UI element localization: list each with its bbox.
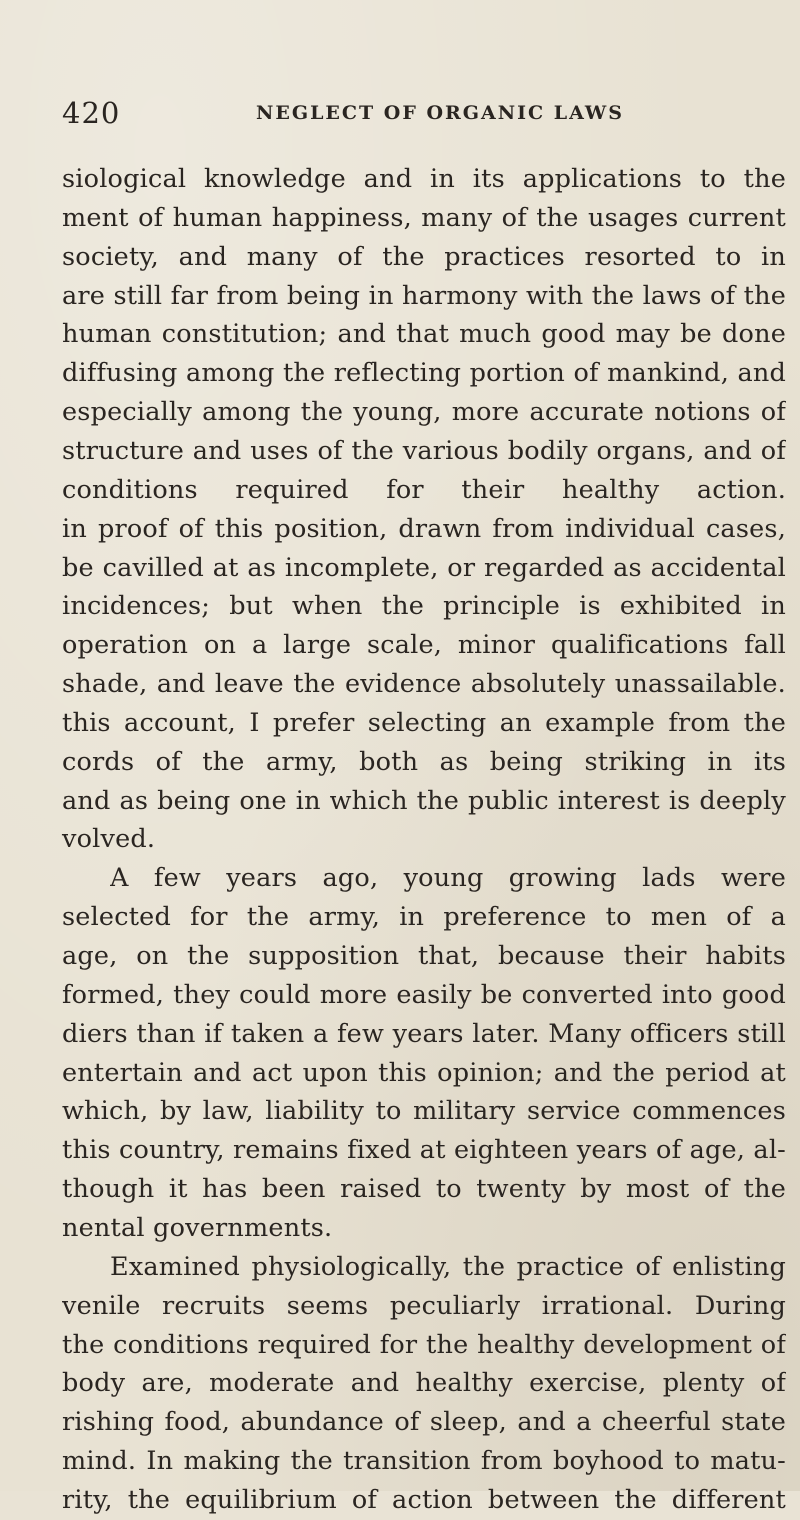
text-line: venile recruits seems peculiarly irrational. During bbox=[62, 1290, 786, 1321]
text-line: the conditions required for the healthy development of bbox=[62, 1329, 786, 1360]
text-line: shade, and leave the evidence absolutely unassailable. bbox=[62, 669, 786, 700]
text-line: which, by law, liability to military service commences bbox=[62, 1096, 786, 1127]
text-line: ment of human happiness, many of the usages current bbox=[62, 202, 786, 233]
text-line: A few years ago, young growing lads were bbox=[110, 863, 786, 894]
text-line: rity, the equilibrium of action between the different bbox=[62, 1484, 786, 1515]
text-line: volved. bbox=[62, 824, 156, 855]
text-line: selected for the army, in preference to men of a bbox=[62, 902, 786, 933]
text-line: though it has been raised to twenty by most of the bbox=[62, 1174, 786, 1205]
text-line: this country, remains fixed at eighteen years of age, al- bbox=[62, 1135, 786, 1166]
text-line: are still far from being in harmony with the laws of the bbox=[62, 280, 786, 311]
text-line: rishing food, abundance of sleep, and a cheerful state bbox=[62, 1407, 786, 1438]
text-line: age, on the supposition that, because their habits bbox=[62, 941, 786, 971]
text-line: this account, I prefer selecting an example from the bbox=[62, 707, 786, 738]
text-line: and as being one in which the public interest is deeply bbox=[62, 785, 786, 816]
text-line: incidences; but when the principle is exhibited in bbox=[62, 591, 786, 622]
text-line: be cavilled at as incomplete, or regarded as accidental bbox=[62, 552, 786, 583]
text-line: nental governments. bbox=[62, 1212, 333, 1243]
running-title: NEGLECT OF ORGANIC LAWS bbox=[256, 102, 624, 124]
text-line: conditions required for their healthy action. bbox=[62, 474, 786, 505]
text-line: formed, they could more easily be converted into good bbox=[62, 979, 786, 1010]
text-line: entertain and act upon this opinion; and the period at bbox=[62, 1057, 786, 1088]
text-line: in proof of this position, drawn from individual cases, bbox=[62, 513, 786, 544]
page-number: 420 bbox=[62, 96, 121, 130]
text-line: diffusing among the reflecting portion of mankind, and bbox=[62, 358, 786, 389]
text-line: operation on a large scale, minor qualifications fall bbox=[62, 630, 786, 661]
text-line: human constitution; and that much good may be done bbox=[62, 319, 786, 350]
running-head bbox=[0, 96, 800, 136]
text-line: body are, moderate and healthy exercise, plenty of bbox=[62, 1368, 786, 1399]
text-line: Examined physiologically, the practice of enlisting bbox=[110, 1251, 786, 1282]
text-line: society, and many of the practices resorted to in bbox=[62, 241, 786, 272]
text-line: especially among the young, more accurate notions of bbox=[62, 397, 786, 428]
text-line: diers than if taken a few years later. Many officers still bbox=[62, 1018, 786, 1049]
text-line: siological knowledge and in its applications to the bbox=[62, 164, 786, 194]
text-line: structure and uses of the various bodily organs, and of bbox=[62, 435, 786, 466]
text-line: cords of the army, both as being striking in its bbox=[62, 746, 786, 777]
text-line: mind. In making the transition from boyhood to matu- bbox=[62, 1446, 786, 1477]
